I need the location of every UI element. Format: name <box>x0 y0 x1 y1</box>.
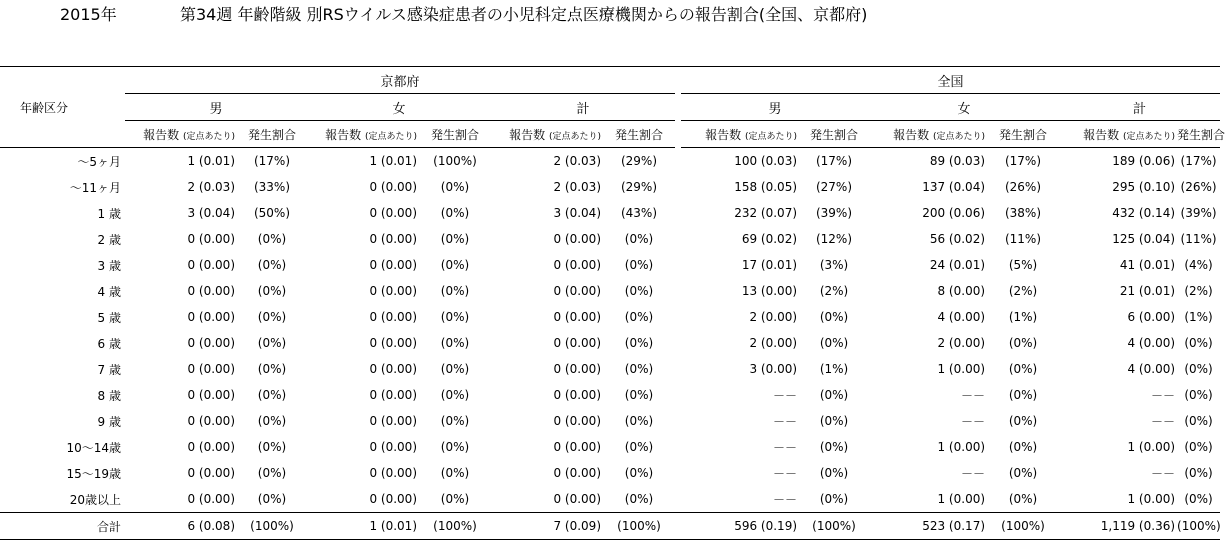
pct-cell: (0%) <box>1184 388 1213 402</box>
count-cell: 0 (0.00) <box>553 414 601 428</box>
table-row <box>0 278 1220 304</box>
pct-cell: (0%) <box>1184 440 1213 454</box>
pct-cell: (0%) <box>1184 466 1213 480</box>
pct-cell: (0%) <box>624 310 654 324</box>
pct-cell: (0%) <box>1008 440 1038 454</box>
count-header-sub: (定点あたり) <box>932 131 986 142</box>
pct-cell: (0%) <box>1008 492 1038 506</box>
count-cell: 596 (0.19) <box>681 513 799 540</box>
pct-cell: (0%) <box>257 310 287 324</box>
age-label: 10～14歳 <box>66 440 121 455</box>
age-label: 2 歳 <box>97 232 121 247</box>
count-cell: －－ <box>773 466 798 481</box>
pct-cell: (0%) <box>257 232 287 246</box>
count-cell: 3 (0.00) <box>749 362 798 376</box>
count-header-sub: (定点あたり) <box>364 131 417 142</box>
count-cell: 0 (0.00) <box>553 284 601 298</box>
total-row <box>0 513 1220 540</box>
pct-cell: (17%) <box>1004 154 1042 168</box>
pct-cell: (0%) <box>257 466 287 480</box>
count-cell: 69 (0.02) <box>741 232 798 246</box>
count-cell: 1 (0.01) <box>369 154 417 168</box>
pct-cell: (0%) <box>440 206 470 220</box>
pct-cell: (100%) <box>419 513 491 540</box>
pct-cell: (4%) <box>1184 258 1213 272</box>
count-cell: －－ <box>961 466 986 481</box>
count-cell: 0 (0.00) <box>369 466 417 480</box>
pct-cell: (0%) <box>1184 362 1213 376</box>
count-header <box>869 121 987 148</box>
age-label: 4 歳 <box>97 284 121 299</box>
pct-cell: (0%) <box>440 414 470 428</box>
count-cell: 100 (0.03) <box>734 154 798 168</box>
count-cell: 0 (0.00) <box>369 388 417 402</box>
pct-cell: (39%) <box>1180 206 1217 220</box>
count-cell: 125 (0.04) <box>1112 232 1176 246</box>
table-row <box>0 460 1220 486</box>
pct-cell: (1%) <box>1008 310 1038 324</box>
region-header-national: 全国 <box>681 67 1220 94</box>
pct-cell: (0%) <box>1184 336 1213 350</box>
pct-cell: (17%) <box>253 154 291 168</box>
pct-cell: (0%) <box>624 284 654 298</box>
pct-cell: (0%) <box>440 362 470 376</box>
table-row <box>0 304 1220 330</box>
count-cell: 137 (0.04) <box>922 180 986 194</box>
count-cell: 0 (0.00) <box>187 362 235 376</box>
count-header-label: 報告数 <box>705 127 742 142</box>
pct-cell: (0%) <box>1008 336 1038 350</box>
pct-cell: (27%) <box>815 180 853 194</box>
pct-cell: (29%) <box>620 154 658 168</box>
count-cell: 0 (0.00) <box>553 310 601 324</box>
count-cell: 0 (0.00) <box>187 492 235 506</box>
pct-cell: (100%) <box>799 513 869 540</box>
pct-cell: (0%) <box>440 310 470 324</box>
report-year: 2015年 <box>60 5 117 24</box>
pct-cell: (0%) <box>257 492 287 506</box>
pct-cell: (0%) <box>257 336 287 350</box>
pct-header: 発生割合 <box>799 121 869 148</box>
pct-header: 発生割合 <box>603 121 675 148</box>
count-cell: 1 (0.00) <box>937 362 986 376</box>
table-row <box>0 382 1220 408</box>
count-header-sub: (定点あたり) <box>1122 131 1176 142</box>
count-header-label: 報告数 <box>143 127 180 142</box>
pct-header: 発生割合 <box>987 121 1059 148</box>
count-cell: 232 (0.07) <box>734 206 798 220</box>
sex-header: 女 <box>307 94 491 121</box>
sex-header: 男 <box>681 94 869 121</box>
count-header-label: 報告数 <box>893 127 930 142</box>
count-cell: 6 (0.00) <box>1127 310 1176 324</box>
table-row <box>0 486 1220 513</box>
count-cell: 0 (0.00) <box>187 258 235 272</box>
count-header-sub: (定点あたり) <box>182 131 235 142</box>
pct-cell: (0%) <box>1184 414 1213 428</box>
table-row <box>0 408 1220 434</box>
age-label: ～11ヶ月 <box>69 180 121 195</box>
pct-cell: (0%) <box>257 284 287 298</box>
count-cell: 13 (0.00) <box>741 284 798 298</box>
count-cell: 2 (0.00) <box>937 336 986 350</box>
count-cell: 4 (0.00) <box>1127 362 1176 376</box>
count-header <box>125 121 237 148</box>
age-header: 年齢区分 <box>0 67 125 148</box>
count-cell: 2 (0.03) <box>553 180 601 194</box>
age-label: 7 歳 <box>97 362 121 377</box>
count-cell: －－ <box>1151 414 1176 429</box>
sex-header: 男 <box>125 94 307 121</box>
count-cell: 0 (0.00) <box>553 362 601 376</box>
age-label: 8 歳 <box>97 388 121 403</box>
count-cell: 0 (0.00) <box>369 336 417 350</box>
pct-cell: (0%) <box>624 336 654 350</box>
pct-cell: (2%) <box>1008 284 1038 298</box>
pct-cell: (0%) <box>440 466 470 480</box>
count-cell: 1 (0.01) <box>187 154 235 168</box>
count-header <box>1059 121 1177 148</box>
pct-cell: (29%) <box>620 180 658 194</box>
table-row <box>0 356 1220 382</box>
count-cell: 432 (0.14) <box>1112 206 1176 220</box>
count-cell: 0 (0.00) <box>369 206 417 220</box>
pct-cell: (0%) <box>819 466 849 480</box>
pct-cell: (11%) <box>1004 232 1042 246</box>
table-row <box>0 200 1220 226</box>
count-cell: 0 (0.00) <box>369 258 417 272</box>
pct-cell: (0%) <box>257 440 287 454</box>
pct-header: 発生割合 <box>1177 121 1220 148</box>
count-cell: 4 (0.00) <box>937 310 986 324</box>
pct-cell: (3%) <box>819 258 849 272</box>
count-cell: －－ <box>773 388 798 403</box>
pct-header: 発生割合 <box>419 121 491 148</box>
pct-cell: (12%) <box>815 232 853 246</box>
pct-cell: (0%) <box>440 232 470 246</box>
count-cell: 0 (0.00) <box>187 466 235 480</box>
pct-cell: (0%) <box>624 388 654 402</box>
count-cell: 0 (0.00) <box>187 440 235 454</box>
pct-cell: (50%) <box>253 206 291 220</box>
count-cell: 0 (0.00) <box>187 388 235 402</box>
count-cell: 158 (0.05) <box>734 180 798 194</box>
count-header <box>491 121 603 148</box>
count-cell: 0 (0.00) <box>369 414 417 428</box>
pct-cell: (0%) <box>257 362 287 376</box>
count-cell: 8 (0.00) <box>937 284 986 298</box>
pct-cell: (0%) <box>440 258 470 272</box>
count-cell: 0 (0.00) <box>553 440 601 454</box>
count-header-label: 報告数 <box>325 127 362 142</box>
pct-cell: (0%) <box>257 414 287 428</box>
pct-cell: (100%) <box>603 513 675 540</box>
count-cell: 1 (0.00) <box>937 440 986 454</box>
count-cell: 89 (0.03) <box>929 154 986 168</box>
table-row <box>0 148 1220 175</box>
count-header-label: 報告数 <box>509 127 546 142</box>
pct-cell: (26%) <box>1004 180 1042 194</box>
pct-cell: (0%) <box>819 310 849 324</box>
pct-header: 発生割合 <box>237 121 307 148</box>
count-cell: －－ <box>773 440 798 455</box>
count-cell: 0 (0.00) <box>553 466 601 480</box>
count-cell: 295 (0.10) <box>1112 180 1176 194</box>
pct-cell: (39%) <box>815 206 853 220</box>
pct-cell: (0%) <box>1008 362 1038 376</box>
table-row <box>0 174 1220 200</box>
pct-cell: (0%) <box>819 440 849 454</box>
count-header-sub: (定点あたり) <box>548 131 601 142</box>
count-cell: 6 (0.08) <box>125 513 237 540</box>
pct-cell: (17%) <box>1180 154 1217 168</box>
count-cell: 1 (0.00) <box>937 492 986 506</box>
age-label: 6 歳 <box>97 336 121 351</box>
pct-cell: (0%) <box>440 492 470 506</box>
pct-cell: (2%) <box>819 284 849 298</box>
count-cell: 24 (0.01) <box>929 258 986 272</box>
pct-cell: (0%) <box>624 492 654 506</box>
pct-cell: (43%) <box>620 206 658 220</box>
count-header-label: 報告数 <box>1083 127 1120 142</box>
sex-header: 計 <box>1059 94 1220 121</box>
pct-cell: (11%) <box>1180 232 1217 246</box>
sex-header: 計 <box>491 94 675 121</box>
pct-cell: (0%) <box>1008 414 1038 428</box>
count-cell: 1 (0.00) <box>1127 492 1176 506</box>
count-cell: －－ <box>1151 388 1176 403</box>
table-row <box>0 330 1220 356</box>
pct-cell: (100%) <box>433 154 477 168</box>
count-cell: 1 (0.00) <box>1127 440 1176 454</box>
pct-cell: (0%) <box>440 440 470 454</box>
pct-cell: (0%) <box>440 180 470 194</box>
count-cell: －－ <box>773 492 798 507</box>
pct-cell: (0%) <box>819 492 849 506</box>
pct-cell: (26%) <box>1180 180 1217 194</box>
count-cell: 3 (0.04) <box>187 206 235 220</box>
age-label: 20歳以上 <box>69 492 121 507</box>
count-cell: 0 (0.00) <box>369 310 417 324</box>
pct-cell: (0%) <box>440 336 470 350</box>
report-title: 第34週 年齢階級 別RSウイルス感染症患者の小児科定点医療機関からの報告割合(全国、京都府) <box>180 5 868 24</box>
pct-cell: (38%) <box>1004 206 1042 220</box>
pct-cell: (0%) <box>819 336 849 350</box>
count-cell: 21 (0.01) <box>1119 284 1176 298</box>
pct-cell: (0%) <box>819 388 849 402</box>
pct-cell: (0%) <box>257 388 287 402</box>
count-cell: 0 (0.00) <box>553 388 601 402</box>
count-cell: 41 (0.01) <box>1119 258 1176 272</box>
pct-cell: (0%) <box>624 258 654 272</box>
count-cell: 0 (0.00) <box>369 492 417 506</box>
pct-cell: (0%) <box>624 466 654 480</box>
count-cell: 7 (0.09) <box>491 513 603 540</box>
count-cell: 0 (0.00) <box>553 492 601 506</box>
count-header <box>681 121 799 148</box>
count-cell: 4 (0.00) <box>1127 336 1176 350</box>
region-header-kyoto: 京都府 <box>125 67 675 94</box>
pct-cell: (0%) <box>624 362 654 376</box>
pct-cell: (0%) <box>624 414 654 428</box>
count-cell: 0 (0.00) <box>553 232 601 246</box>
pct-cell: (100%) <box>1177 513 1220 540</box>
count-cell: 0 (0.00) <box>187 310 235 324</box>
pct-cell: (2%) <box>1184 284 1213 298</box>
pct-cell: (17%) <box>815 154 853 168</box>
count-cell: 0 (0.00) <box>369 362 417 376</box>
table-row <box>0 226 1220 252</box>
pct-cell: (0%) <box>440 388 470 402</box>
age-label: 3 歳 <box>97 258 121 273</box>
count-cell: 1 (0.01) <box>307 513 419 540</box>
pct-cell: (5%) <box>1008 258 1038 272</box>
count-cell: 189 (0.06) <box>1112 154 1176 168</box>
pct-cell: (100%) <box>987 513 1059 540</box>
count-cell: 3 (0.04) <box>553 206 601 220</box>
pct-cell: (0%) <box>1184 492 1213 506</box>
pct-cell: (100%) <box>237 513 307 540</box>
count-cell: 2 (0.00) <box>749 336 798 350</box>
count-cell: 0 (0.00) <box>369 180 417 194</box>
count-cell: 0 (0.00) <box>553 258 601 272</box>
pct-cell: (1%) <box>1184 310 1213 324</box>
count-header <box>307 121 419 148</box>
count-cell: 0 (0.00) <box>369 232 417 246</box>
count-cell: 0 (0.00) <box>553 336 601 350</box>
age-label: ～5ヶ月 <box>77 154 121 169</box>
count-cell: 0 (0.00) <box>369 440 417 454</box>
pct-cell: (0%) <box>819 414 849 428</box>
pct-cell: (0%) <box>257 258 287 272</box>
pct-cell: (0%) <box>1008 466 1038 480</box>
table-row <box>0 434 1220 460</box>
count-header-sub: (定点あたり) <box>744 131 798 142</box>
count-cell: 2 (0.03) <box>553 154 601 168</box>
count-cell: 2 (0.00) <box>749 310 798 324</box>
pct-cell: (0%) <box>440 284 470 298</box>
count-cell: 0 (0.00) <box>187 414 235 428</box>
count-cell: 523 (0.17) <box>869 513 987 540</box>
pct-cell: (0%) <box>624 232 654 246</box>
count-cell: －－ <box>961 414 986 429</box>
sex-header: 女 <box>869 94 1059 121</box>
count-cell: 1,119 (0.36) <box>1059 513 1177 540</box>
count-cell: 56 (0.02) <box>929 232 986 246</box>
count-cell: 0 (0.00) <box>369 284 417 298</box>
count-cell: －－ <box>773 414 798 429</box>
pct-cell: (33%) <box>253 180 291 194</box>
pct-cell: (0%) <box>1008 388 1038 402</box>
age-label: 9 歳 <box>97 414 121 429</box>
age-label: 1 歳 <box>97 206 121 221</box>
count-cell: 0 (0.00) <box>187 232 235 246</box>
count-cell: 200 (0.06) <box>922 206 986 220</box>
count-cell: 2 (0.03) <box>187 180 235 194</box>
count-cell: 17 (0.01) <box>741 258 798 272</box>
age-label: 5 歳 <box>97 310 121 325</box>
count-cell: －－ <box>961 388 986 403</box>
age-label: 合計 <box>0 513 125 540</box>
count-cell: 0 (0.00) <box>187 284 235 298</box>
count-cell: 0 (0.00) <box>187 336 235 350</box>
pct-cell: (0%) <box>624 440 654 454</box>
count-cell: －－ <box>1151 466 1176 481</box>
pct-cell: (1%) <box>819 362 849 376</box>
age-group-report-table <box>0 66 1225 540</box>
age-label: 15～19歳 <box>66 466 121 481</box>
table-row <box>0 252 1220 278</box>
